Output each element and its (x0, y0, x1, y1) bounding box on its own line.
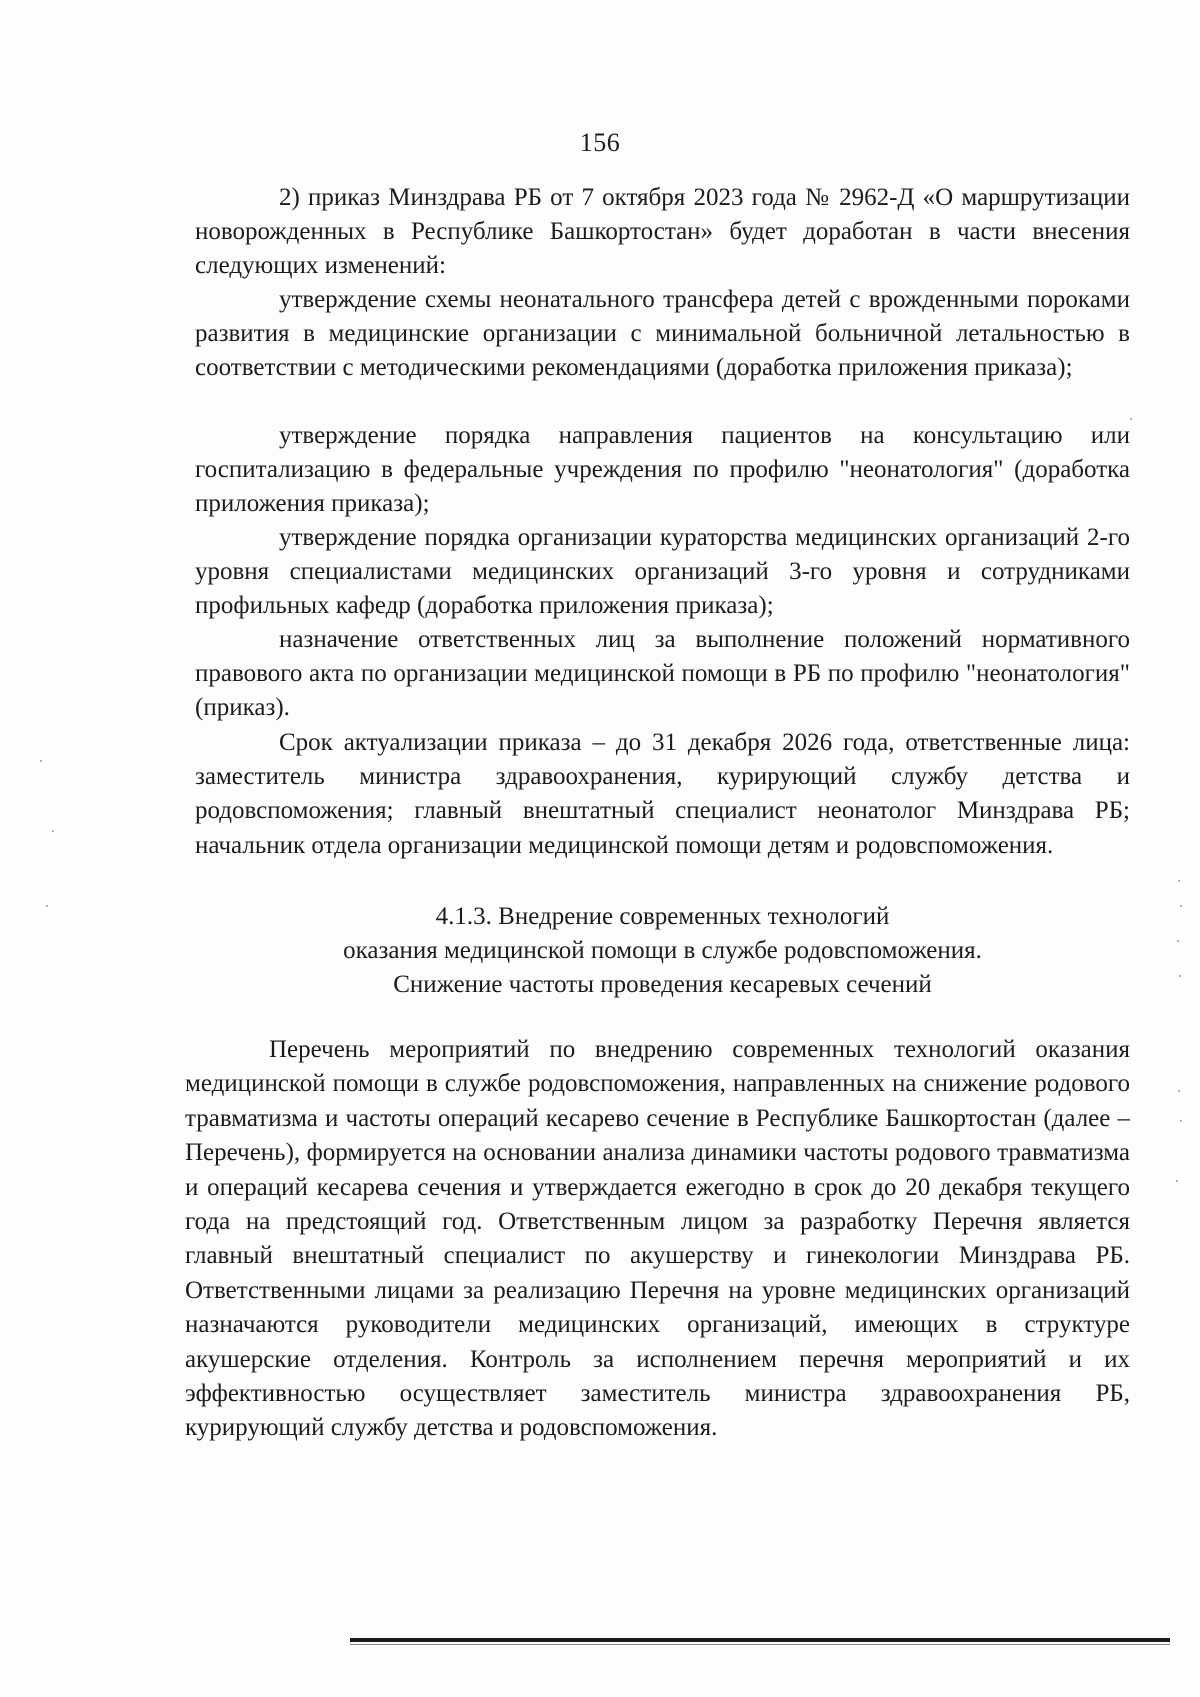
bottom-rule-shadow (350, 1644, 1170, 1645)
scan-speckle (40, 760, 42, 762)
section-heading-line-3: Снижение частоты проведения кесаревых сечений (393, 971, 932, 998)
scan-speckle (1178, 1090, 1180, 1092)
scan-speckle (1177, 940, 1179, 942)
scan-speckle (1176, 1180, 1178, 1182)
scan-speckle (1180, 905, 1182, 907)
scan-speckle (1179, 975, 1181, 977)
paragraph-measures-list: Перечень мероприятий по внедрению современных технологий оказания медицинской помощи в службе родовспоможения, направленных на снижение родового травматизма и частоты операций кесарево сечение в Республике Башкортостан (далее – Перечень), формируется на основании анализа динамики частоты родового травматизма и операций кесарева сечения и утверждается ежегодно в срок до 20 декабря текущего года на предстоящий год. Ответственным лицом за разработку Перечня является главный внештатный специалист по акушерству и гинекологии Минздрава РБ. Ответственными лицами за реализацию Перечня на уровне медицинских организаций назначаются руководители медицинских организаций, имеющих в структуре акушерские отделения. Контроль за исполнением перечня мероприятий и их эффективностью осуществляет заместитель министра здравоохранения РБ, курирующий службу детства и родовспоможения. (185, 1036, 1130, 1442)
paragraph-update-deadline: Срок актуализации приказа – до 31 декабря 2026 года, ответственные лица: заместитель министра здравоохранения, курирующий службу детства и родовспоможения; главный внештатный специалист неонатолог Минздрава РБ; начальник отдела организации медицинской помощи детям и родовспоможения. (195, 729, 1130, 859)
section-heading-line-1: 4.1.3. Внедрение современных технологий (435, 903, 890, 930)
section-heading (195, 900, 1130, 1002)
section-heading-line-2: оказания медицинской помощи в службе родовспоможения. (343, 937, 982, 964)
scan-speckle (1178, 880, 1180, 882)
paragraph-responsible-persons: назначение ответственных лиц за выполнение положений нормативного правового акта по организации медицинской помощи в РБ по профилю "неонатология" (приказ). (195, 626, 1130, 722)
scan-speckle (1130, 418, 1132, 420)
paragraph-neonatal-transfer: утверждение схемы неонатального трансфера детей с врожденными пороками развития в медицинские организации с минимальной больничной летальностью в соответствии с методическими рекомендациями (доработка приложения приказа); (195, 286, 1130, 382)
scan-speckle (46, 905, 48, 907)
paragraph-curatorship: утверждение порядка организации кураторства медицинских организаций 2-го уровня специалистами медицинских организаций 3-го уровня и сотрудниками профильных кафедр (доработка приложения приказа); (195, 524, 1130, 620)
bottom-rule (350, 1638, 1170, 1642)
scan-speckle (1180, 1120, 1182, 1122)
paragraph-order-reference: 2) приказ Минздрава РБ от 7 октября 2023 года № 2962-Д «О маршрутизации новорожденных в Республике Башкортостан» будет доработан в части внесения следующих изменений: (195, 184, 1130, 280)
scan-speckle (52, 830, 54, 832)
paragraph-referral-procedure: утверждение порядка направления пациентов на консультацию или госпитализацию в федеральные учреждения по профилю "неонатология" (доработка приложения приказа); (195, 422, 1130, 518)
page-number: 156 (579, 128, 621, 157)
